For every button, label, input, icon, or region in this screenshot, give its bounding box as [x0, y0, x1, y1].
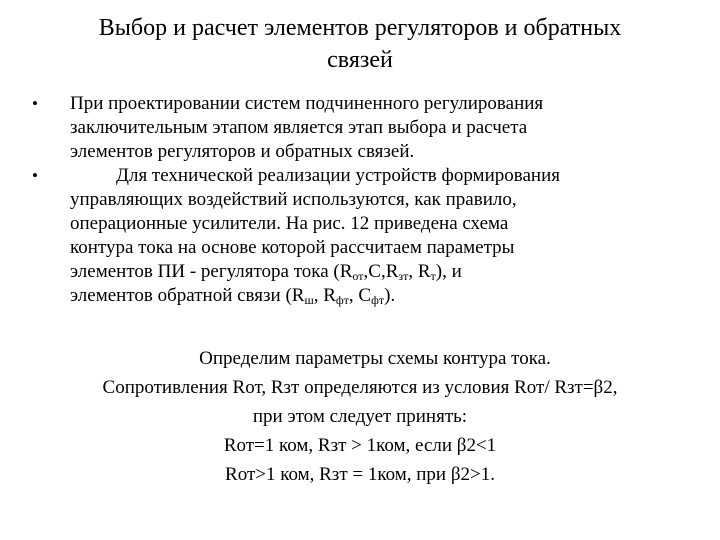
line-6-text-b: , R: [313, 285, 336, 306]
bullet-marker: •: [32, 94, 38, 113]
bullet-2-line-1: Для технической реализации устройств формирования: [116, 165, 560, 186]
calculation-text: [0, 344, 720, 489]
subscript-sh: ш: [304, 293, 314, 307]
line-6-text-c: , С: [348, 285, 372, 306]
calc-line-2: Сопротивления Rот, Rзт определяются из условия Rот/ Rзт=β2,: [102, 377, 618, 398]
calc-line-5: Rот>1 ком, Rзт = 1ком, при β2>1.: [225, 464, 495, 485]
line-5-text-a: элементов ПИ - регулятора тока (R: [70, 261, 353, 282]
calc-line-4: Rот=1 ком, Rзт > 1ком, если β2<1: [223, 435, 497, 456]
bullet-1-line-1: При проектировании систем подчиненного регулирования: [70, 93, 544, 114]
subscript-ft-2: фт: [371, 293, 385, 307]
bullet-item-2: [28, 164, 708, 308]
bullet-2-line-2: управляющих воздействий используются, как правило,: [70, 189, 517, 210]
bullet-marker: •: [32, 166, 38, 185]
line-5-text-b: ,С,R: [363, 261, 399, 282]
subscript-ot: от: [352, 269, 364, 283]
line-6-text-d: ).: [384, 285, 396, 306]
bullet-list: [28, 92, 708, 308]
line-5-text-d: ), и: [435, 261, 462, 282]
line-5-text-c: , R: [408, 261, 431, 282]
bullet-1-line-2: заключительным этапом является этап выбора и расчета: [70, 117, 528, 138]
slide-title: [40, 12, 680, 76]
bullet-item-1: [28, 92, 708, 164]
calc-line-1: Определим параметры схемы контура тока.: [199, 348, 551, 369]
bullet-1-line-3: элементов регуляторов и обратных связей.: [70, 141, 415, 162]
calc-line-3: при этом следует принять:: [252, 406, 468, 427]
bullet-2-line-3: операционные усилители. На рис. 12 приведена схема: [70, 213, 509, 234]
subscript-zt: зт: [398, 269, 409, 283]
bullet-2-line-6: [70, 284, 708, 308]
subscript-t: т: [430, 269, 436, 283]
title-line-2: связей: [327, 47, 393, 73]
subscript-ft: фт: [335, 293, 349, 307]
bullet-2-line-4: контура тока на основе которой рассчитаем параметры: [70, 237, 515, 258]
title-line-1: Выбор и расчет элементов регуляторов и обратных: [98, 15, 622, 41]
bullet-2-line-5: [70, 260, 708, 284]
line-6-text-a: элементов обратной связи (R: [70, 285, 305, 306]
